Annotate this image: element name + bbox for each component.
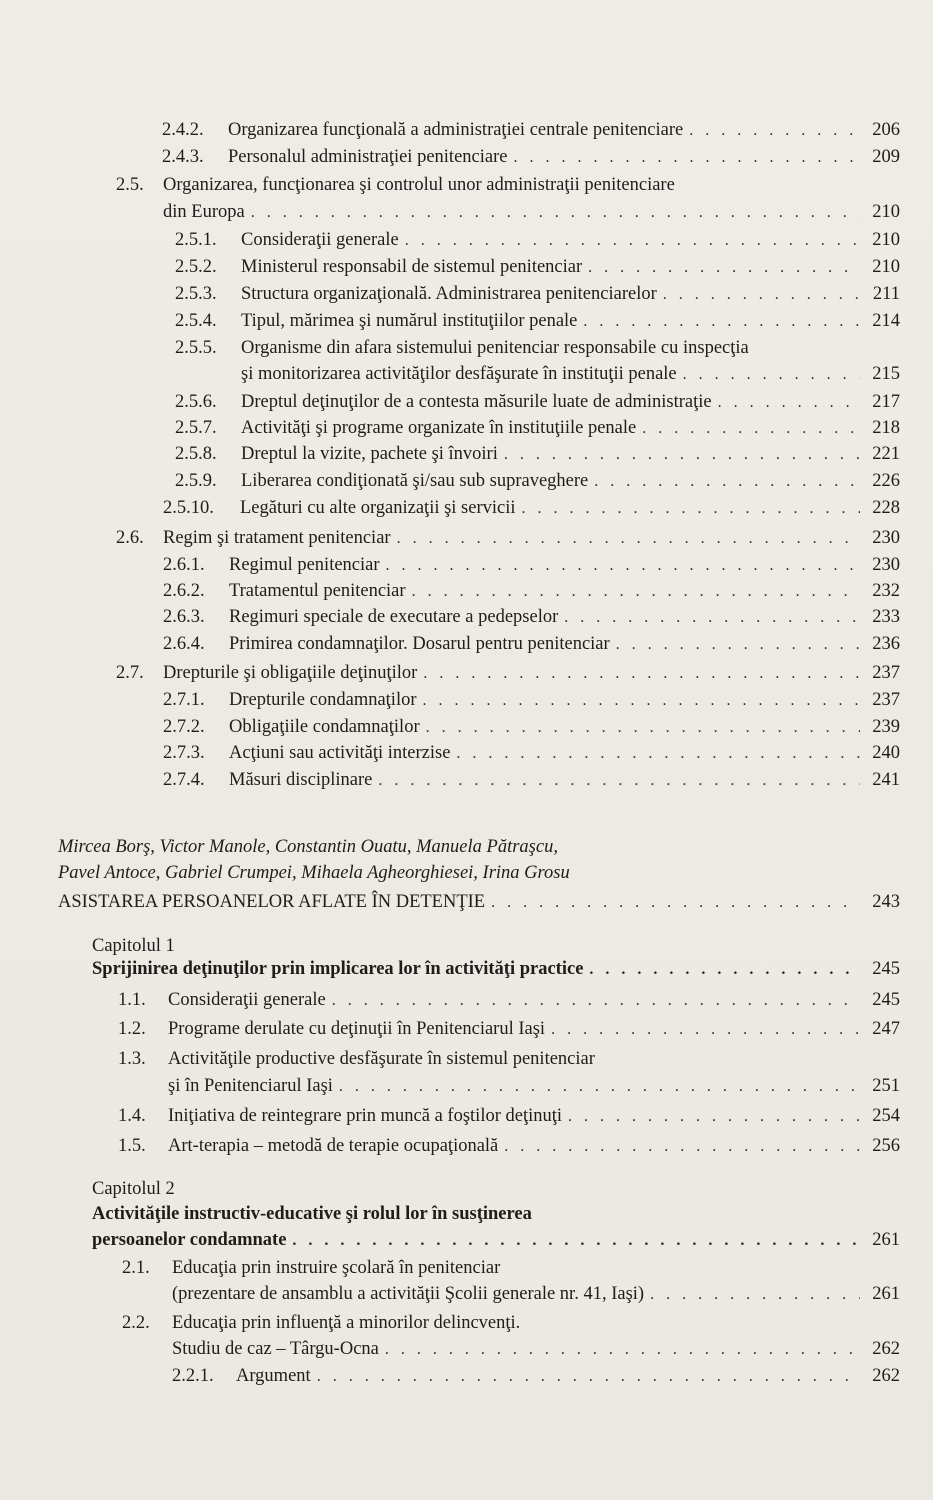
toc-entry-line bbox=[118, 1048, 595, 1070]
entry-page: 237 bbox=[872, 690, 900, 710]
entry-title: Organisme din afara sistemului penitenciar responsabile cu inspecţia bbox=[241, 338, 749, 358]
entry-number: 1.5. bbox=[118, 1136, 146, 1156]
entry-page: 211 bbox=[872, 284, 900, 304]
entry-title: Art-terapia – metodă de terapie ocupaţională bbox=[168, 1136, 499, 1156]
entry-number: 1.4. bbox=[118, 1106, 146, 1126]
entry-page: 262 bbox=[872, 1366, 900, 1386]
entry-title: Argument bbox=[236, 1366, 311, 1386]
entry-page: 240 bbox=[872, 743, 900, 763]
dot-leader bbox=[594, 471, 860, 493]
entry-number: 2.6.1. bbox=[163, 555, 205, 575]
entry-number: 1.2. bbox=[118, 1019, 146, 1039]
toc-entry bbox=[175, 443, 900, 467]
entry-title-cont: şi în Penitenciarul Iaşi bbox=[168, 1076, 333, 1096]
toc-entry-line bbox=[122, 1257, 500, 1279]
dot-leader bbox=[426, 717, 860, 739]
entry-page: 237 bbox=[872, 663, 900, 683]
entry-title: Regimuri speciale de executare a pedepselor bbox=[229, 607, 559, 627]
entry-title: Tratamentul penitenciar bbox=[229, 581, 406, 601]
entry-number: 2.1. bbox=[122, 1258, 150, 1278]
dot-leader bbox=[683, 364, 860, 386]
section-entry bbox=[58, 891, 900, 915]
toc-entry bbox=[175, 470, 900, 494]
toc-entry bbox=[163, 580, 900, 604]
dot-leader bbox=[663, 284, 860, 306]
entry-number: 2.5.5. bbox=[175, 338, 217, 358]
dot-leader bbox=[513, 147, 860, 169]
dot-leader bbox=[504, 1136, 860, 1158]
entry-page: 210 bbox=[872, 202, 900, 222]
toc-entry bbox=[163, 606, 900, 630]
entry-page: 214 bbox=[872, 311, 900, 331]
toc-entry-line bbox=[116, 174, 675, 196]
dot-leader bbox=[405, 230, 860, 252]
entry-number: 2.6. bbox=[116, 528, 144, 548]
entry-page: 228 bbox=[872, 498, 900, 518]
dot-leader bbox=[339, 1076, 860, 1098]
entry-page: 256 bbox=[872, 1136, 900, 1156]
entry-title: Personalul administraţiei penitenciare bbox=[228, 147, 508, 167]
entry-title: Legături cu alte organizaţii şi servicii bbox=[240, 498, 516, 518]
entry-page: 230 bbox=[872, 555, 900, 575]
entry-page: 245 bbox=[872, 959, 900, 979]
toc-entry bbox=[118, 1018, 900, 1042]
entry-number: 2.7.2. bbox=[163, 717, 205, 737]
entry-title: Consideraţii generale bbox=[241, 230, 399, 250]
entry-number: 2.7.4. bbox=[163, 770, 205, 790]
entry-title: Consideraţii generale bbox=[168, 990, 326, 1010]
entry-title: Educaţia prin instruire şcolară în penitenciar bbox=[172, 1258, 501, 1278]
dot-leader bbox=[412, 581, 860, 603]
toc-entry bbox=[163, 689, 900, 713]
toc-entry bbox=[118, 1135, 900, 1159]
toc-entry bbox=[172, 1365, 900, 1389]
entry-number: 2.5.1. bbox=[175, 230, 217, 250]
entry-title: Organizarea, funcţionarea şi controlul unor administraţii penitenciare bbox=[163, 175, 675, 195]
toc-entry bbox=[241, 363, 900, 387]
entry-number: 2.7. bbox=[116, 663, 144, 683]
entry-title: Regimul penitenciar bbox=[229, 555, 380, 575]
entry-title-cont: din Europa bbox=[163, 202, 245, 222]
dot-leader bbox=[491, 892, 860, 914]
toc-entry bbox=[163, 497, 900, 521]
entry-page: 251 bbox=[872, 1076, 900, 1096]
entry-number: 2.5. bbox=[116, 175, 144, 195]
entry-title: Tipul, mărimea şi numărul instituţiilor penale bbox=[241, 311, 578, 331]
dot-leader bbox=[689, 120, 860, 142]
authors-line: Mircea Borş, Victor Manole, Constantin Ouatu, Manuela Pătraşcu, bbox=[58, 837, 558, 857]
dot-leader bbox=[589, 959, 860, 981]
toc-entry bbox=[162, 119, 900, 143]
entry-page: 217 bbox=[872, 392, 900, 412]
entry-number: 2.5.10. bbox=[163, 498, 214, 518]
dot-leader bbox=[456, 743, 860, 765]
chapter-title: Activităţile instructiv-educative şi rolul lor în susţinerea bbox=[92, 1204, 532, 1224]
entry-page: 221 bbox=[872, 444, 900, 464]
entry-page: 209 bbox=[872, 147, 900, 167]
entry-number: 1.3. bbox=[118, 1049, 146, 1069]
entry-title-cont: (prezentare de ansamblu a activităţii Şcolii generale nr. 41, Iaşi) bbox=[172, 1284, 645, 1304]
entry-title: Activităţile productive desfăşurate în sistemul penitenciar bbox=[168, 1049, 595, 1069]
entry-title: Regim şi tratament penitenciar bbox=[163, 528, 391, 548]
toc-entry bbox=[163, 201, 900, 225]
entry-number: 2.5.3. bbox=[175, 284, 217, 304]
toc-entry bbox=[116, 527, 900, 551]
chapter-entry bbox=[92, 958, 900, 982]
entry-page: 261 bbox=[872, 1284, 900, 1304]
entry-number: 2.6.3. bbox=[163, 607, 205, 627]
entry-number: 2.2. bbox=[122, 1313, 150, 1333]
entry-number: 2.4.3. bbox=[162, 147, 204, 167]
entry-number: 1.1. bbox=[118, 990, 146, 1010]
toc-entry bbox=[175, 310, 900, 334]
entry-page: 254 bbox=[872, 1106, 900, 1126]
entry-number: 2.5.7. bbox=[175, 418, 217, 438]
toc-entry-line bbox=[175, 337, 749, 359]
entry-page: 215 bbox=[872, 364, 900, 384]
entry-page: 230 bbox=[872, 528, 900, 548]
entry-title: Obligaţiile condamnaţilor bbox=[229, 717, 420, 737]
entry-title: Dreptul la vizite, pachete şi învoiri bbox=[241, 444, 498, 464]
entry-title: Programe derulate cu deţinuţii în Penitenciarul Iaşi bbox=[168, 1019, 546, 1039]
entry-page: 261 bbox=[872, 1230, 900, 1250]
section-title: ASISTAREA PERSOANELOR AFLATE ÎN DETENŢIE bbox=[58, 892, 486, 912]
dot-leader bbox=[522, 498, 860, 520]
entry-title: Ministerul responsabil de sistemul penitenciar bbox=[241, 257, 583, 277]
entry-page: 218 bbox=[872, 418, 900, 438]
toc-entry bbox=[163, 742, 900, 766]
entry-page: 210 bbox=[872, 230, 900, 250]
entry-page: 243 bbox=[872, 892, 900, 912]
entry-page: 226 bbox=[872, 471, 900, 491]
toc-entry bbox=[118, 989, 900, 1013]
entry-title: Organizarea funcţională a administraţiei centrale penitenciare bbox=[228, 120, 684, 140]
entry-title: Structura organizaţională. Administrarea penitenciarelor bbox=[241, 284, 657, 304]
toc-entry bbox=[163, 716, 900, 740]
dot-leader bbox=[588, 257, 860, 279]
entry-number: 2.4.2. bbox=[162, 120, 204, 140]
chapter-title-cont: persoanelor condamnate bbox=[92, 1230, 287, 1250]
dot-leader bbox=[616, 634, 860, 656]
toc-entry bbox=[163, 769, 900, 793]
dot-leader bbox=[568, 1106, 860, 1128]
dot-leader bbox=[332, 990, 860, 1012]
dot-leader bbox=[385, 1339, 860, 1361]
toc-entry bbox=[162, 146, 900, 170]
dot-leader bbox=[642, 418, 860, 440]
entry-page: 239 bbox=[872, 717, 900, 737]
entry-page: 247 bbox=[872, 1019, 900, 1039]
entry-number: 2.7.1. bbox=[163, 690, 205, 710]
entry-title-cont: şi monitorizarea activităţilor desfăşurate în instituţii penale bbox=[241, 364, 677, 384]
chapter-label: Capitolul 2 bbox=[92, 1179, 175, 1199]
entry-number: 2.2.1. bbox=[172, 1366, 214, 1386]
entry-title: Liberarea condiţionată şi/sau sub supraveghere bbox=[241, 471, 589, 491]
dot-leader bbox=[386, 555, 860, 577]
toc-entry bbox=[163, 633, 900, 657]
entry-page: 210 bbox=[872, 257, 900, 277]
entry-page: 236 bbox=[872, 634, 900, 654]
entry-number: 2.5.2. bbox=[175, 257, 217, 277]
toc-entry bbox=[163, 554, 900, 578]
entry-title-cont: Studiu de caz – Târgu-Ocna bbox=[172, 1339, 379, 1359]
dot-leader bbox=[650, 1284, 860, 1306]
entry-number: 2.5.4. bbox=[175, 311, 217, 331]
toc-entry bbox=[175, 417, 900, 441]
entry-number: 2.6.2. bbox=[163, 581, 205, 601]
entry-number: 2.5.6. bbox=[175, 392, 217, 412]
entry-title: Activităţi şi programe organizate în instituţiile penale bbox=[241, 418, 637, 438]
dot-leader bbox=[423, 663, 860, 685]
entry-page: 262 bbox=[872, 1339, 900, 1359]
entry-number: 2.5.9. bbox=[175, 471, 217, 491]
dot-leader bbox=[423, 690, 860, 712]
entry-number: 2.5.8. bbox=[175, 444, 217, 464]
entry-title: Iniţiativa de reintegrare prin muncă a foştilor deţinuţi bbox=[168, 1106, 563, 1126]
dot-leader bbox=[397, 528, 860, 550]
entry-title: Primirea condamnaţilor. Dosarul pentru penitenciar bbox=[229, 634, 610, 654]
toc-entry bbox=[116, 662, 900, 686]
toc-entry bbox=[118, 1105, 900, 1129]
dot-leader bbox=[504, 444, 860, 466]
dot-leader bbox=[551, 1019, 860, 1041]
chapter-entry bbox=[92, 1229, 900, 1253]
toc-entry bbox=[175, 256, 900, 280]
entry-page: 245 bbox=[872, 990, 900, 1010]
toc-entry bbox=[175, 283, 900, 307]
entry-page: 206 bbox=[872, 120, 900, 140]
toc-entry bbox=[172, 1338, 900, 1362]
toc-entry bbox=[168, 1075, 900, 1099]
dot-leader bbox=[317, 1366, 860, 1388]
dot-leader bbox=[718, 392, 860, 414]
toc-entry bbox=[175, 229, 900, 253]
dot-leader bbox=[251, 202, 860, 224]
authors-line: Pavel Antoce, Gabriel Crumpei, Mihaela Agheorghiesei, Irina Grosu bbox=[58, 863, 570, 883]
entry-title: Drepturile condamnaţilor bbox=[229, 690, 417, 710]
entry-number: 2.7.3. bbox=[163, 743, 205, 763]
entry-title: Acţiuni sau activităţi interzise bbox=[229, 743, 451, 763]
toc-entry bbox=[175, 391, 900, 415]
entry-page: 232 bbox=[872, 581, 900, 601]
dot-leader bbox=[378, 770, 860, 792]
toc-entry-line bbox=[122, 1312, 520, 1334]
toc-entry bbox=[172, 1283, 900, 1307]
entry-title: Măsuri disciplinare bbox=[229, 770, 373, 790]
dot-leader bbox=[292, 1230, 860, 1252]
entry-title: Drepturile şi obligaţiile deţinuţilor bbox=[163, 663, 418, 683]
chapter-title: Sprijinirea deţinuţilor prin implicarea lor în activităţi practice bbox=[92, 959, 584, 979]
entry-title: Dreptul deţinuţilor de a contesta măsurile luate de administraţie bbox=[241, 392, 712, 412]
entry-title: Educaţia prin influenţă a minorilor delincvenţi. bbox=[172, 1313, 521, 1333]
dot-leader bbox=[564, 607, 860, 629]
entry-page: 241 bbox=[872, 770, 900, 790]
entry-page: 233 bbox=[872, 607, 900, 627]
chapter-label: Capitolul 1 bbox=[92, 936, 175, 956]
entry-number: 2.6.4. bbox=[163, 634, 205, 654]
dot-leader bbox=[583, 311, 860, 333]
